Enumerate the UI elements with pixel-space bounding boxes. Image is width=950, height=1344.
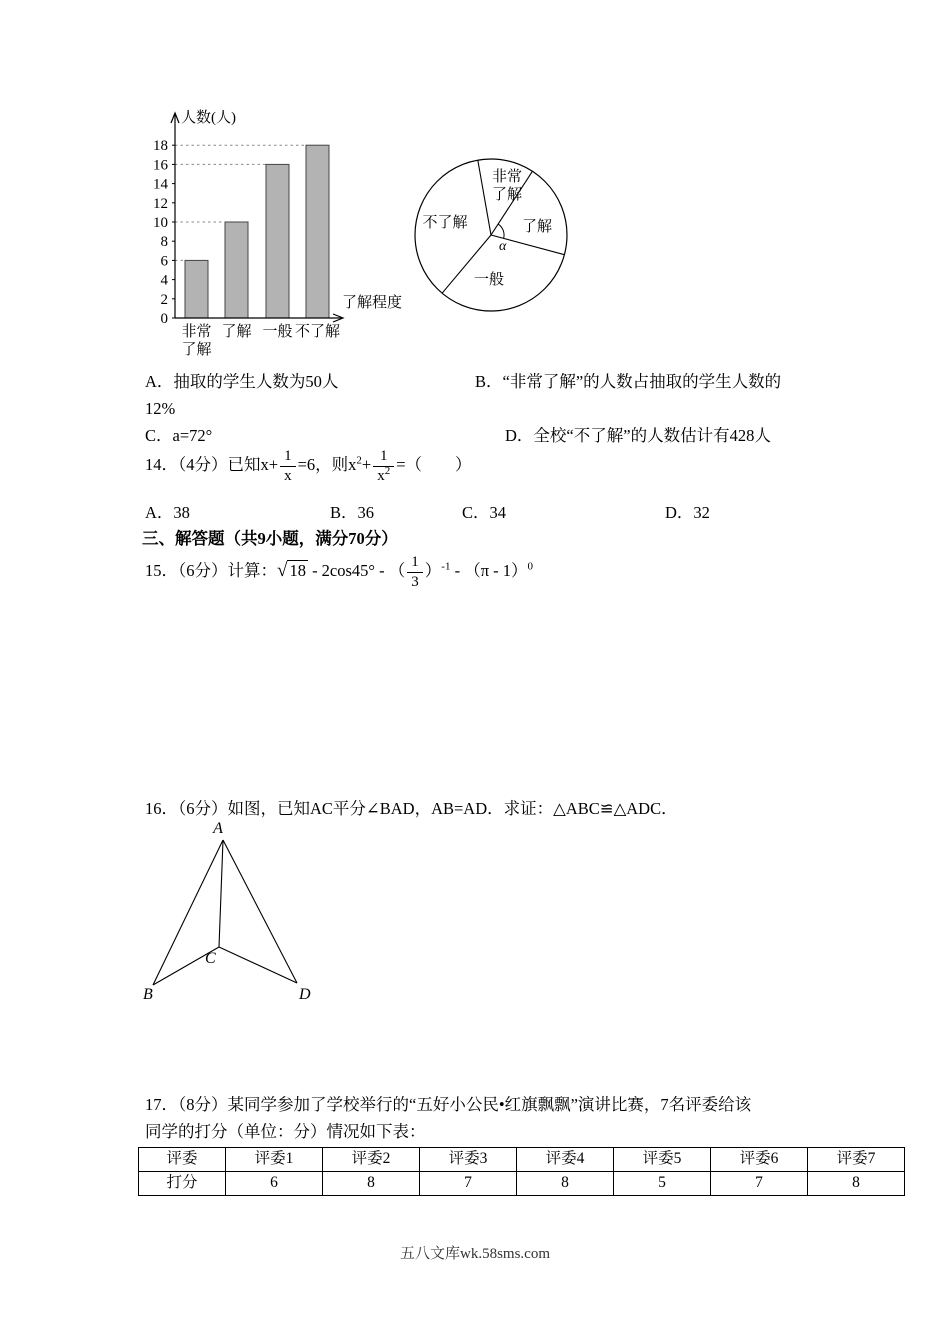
footer-watermark: 五八文库wk.58sms.com <box>399 1246 550 1262</box>
score-table <box>138 1147 905 1196</box>
q13-option-b: B．“非常了解”的人数占抽取的学生人数的 <box>475 372 782 391</box>
question-15-stem <box>145 554 533 590</box>
svg-text:8: 8 <box>160 234 168 251</box>
question-16-stem: 16．（6分）如图，已知AC平分∠BAD，AB=AD．求证：△ABC≌△ADC． <box>145 799 678 818</box>
q13-option-d: D．全校“不了解”的人数估计有428人 <box>505 426 771 445</box>
q13-option-c: C．a=72° <box>145 426 213 445</box>
segment-ad <box>223 840 297 983</box>
header-cell: 评委6 <box>711 1148 808 1172</box>
score-cell: 8 <box>323 1172 420 1196</box>
score-cell: 6 <box>226 1172 323 1196</box>
header-cell: 评委2 <box>323 1148 420 1172</box>
fraction-1-over-3: $\frac{1}{3}$ <box>407 554 423 590</box>
q14-mid: =6，则$x^2+$ <box>297 454 372 474</box>
svg-text:14: 14 <box>153 176 168 193</box>
q14-option-c: C．34 <box>462 503 507 522</box>
svg-text:非常: 非常 <box>181 324 212 340</box>
pie-chart <box>405 149 577 321</box>
svg-text:6: 6 <box>160 253 168 270</box>
svg-text:一般: 一般 <box>262 324 293 340</box>
svg-text:2: 2 <box>160 291 168 308</box>
question-17-line2: 同学的打分（单位：分）情况如下表： <box>145 1122 426 1141</box>
svg-text:16: 16 <box>153 157 168 174</box>
q14-option-a: A．38 <box>145 503 190 522</box>
segment-cd <box>219 947 297 983</box>
svg-text:人数(人): 人数(人) <box>181 110 236 126</box>
point-label-b: B <box>143 986 153 1003</box>
table-header-row <box>139 1148 905 1172</box>
svg-text:α: α <box>499 239 507 254</box>
q15-close: ）$^{-1}$ <box>424 560 451 580</box>
svg-text:一般: 一般 <box>473 272 505 288</box>
svg-text:了解程度: 了解程度 <box>342 295 403 311</box>
q13-option-a: A．抽取的学生人数为50人 <box>145 372 339 391</box>
question-17-line1: 17．（8分）某同学参加了学校举行的“五好小公民•红旗飘飘”演讲比赛，7名评委给该 <box>145 1095 752 1114</box>
header-cell: 评委 <box>139 1148 226 1172</box>
score-cell: 5 <box>614 1172 711 1196</box>
svg-text:了解: 了解 <box>221 324 252 340</box>
header-cell: 评委7 <box>808 1148 905 1172</box>
svg-text:10: 10 <box>153 215 168 231</box>
score-cell: 打分 <box>139 1172 226 1196</box>
header-cell: 评委5 <box>614 1148 711 1172</box>
svg-text:不了解: 不了解 <box>422 215 468 231</box>
q15-mid2: - （π - 1）$^0$ <box>450 560 534 580</box>
q15-mid1: - 2cos45° - （ <box>307 560 406 580</box>
svg-text:0: 0 <box>160 311 168 327</box>
svg-text:不了解: 不了解 <box>294 324 341 340</box>
q14-prefix: 14．（4分）已知x+ <box>145 454 279 474</box>
square-root: √ 18 <box>277 559 306 581</box>
svg-text:12: 12 <box>153 195 168 212</box>
score-cell: 7 <box>420 1172 517 1196</box>
score-cell: 8 <box>808 1172 905 1196</box>
q14-option-b: B．36 <box>330 503 375 522</box>
q13-option-b-wrap: 12% <box>145 399 176 418</box>
svg-text:了解: 了解 <box>491 187 523 203</box>
header-cell: 评委1 <box>226 1148 323 1172</box>
header-cell: 评委4 <box>517 1148 614 1172</box>
svg-text:了解: 了解 <box>521 219 553 235</box>
table-score-row <box>139 1172 905 1196</box>
q14-suffix: =（ ） <box>396 454 472 474</box>
score-cell: 7 <box>711 1172 808 1196</box>
bar-chart <box>140 100 410 362</box>
header-cell: 评委3 <box>420 1148 517 1172</box>
question-14-stem <box>145 448 472 484</box>
fraction-1-over-x: $\frac{1}{x}$ <box>280 448 296 484</box>
fraction-1-over-x-squared: $\frac{1}{x^2}$ <box>373 448 394 484</box>
q14-option-d: D．32 <box>665 503 710 522</box>
segment-ac <box>219 840 223 947</box>
score-cell: 8 <box>517 1172 614 1196</box>
svg-text:18: 18 <box>153 138 168 155</box>
point-label-a: A <box>213 820 223 837</box>
section-3-heading: 三、解答题（共9小题，满分70分） <box>142 529 398 548</box>
svg-text:了解: 了解 <box>181 342 212 358</box>
point-label-d: D <box>299 986 311 1003</box>
svg-text:4: 4 <box>160 272 168 289</box>
point-label-c: C <box>205 950 216 967</box>
geometry-figure <box>135 815 345 1015</box>
q15-prefix: 15．（6分）计算： <box>145 560 277 580</box>
svg-text:非常: 非常 <box>491 169 523 185</box>
